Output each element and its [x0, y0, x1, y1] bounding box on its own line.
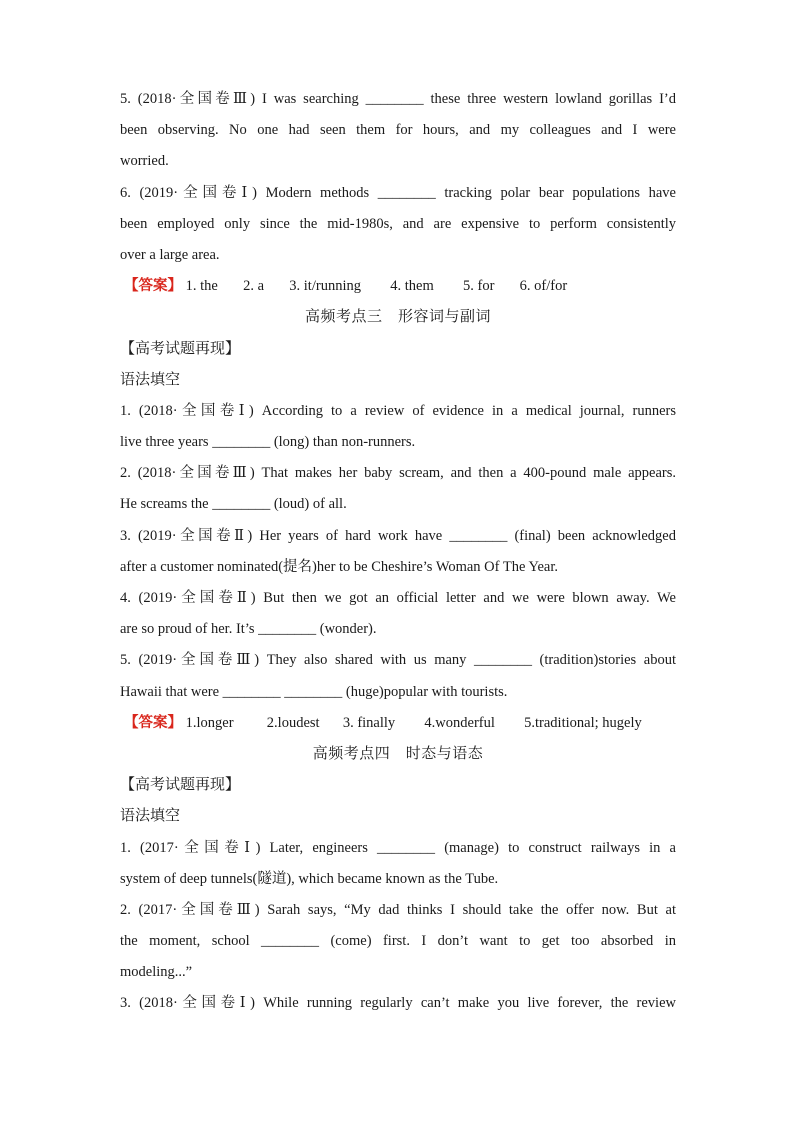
answer-item: 2.loudest: [266, 714, 320, 731]
task-label: 语法填空: [120, 808, 181, 825]
answer-item: 1.longer: [185, 714, 234, 731]
question-line: 5. (2018·全国卷Ⅲ) I was searching ________ these three western lowland gorillas I’d: [120, 91, 676, 107]
answer-item: 6. of/for: [519, 278, 568, 295]
question-line: He screams the ________ (loud) of all.: [120, 496, 347, 513]
question-line: 2. (2017·全国卷Ⅲ) Sarah says, “My dad thinks I should take the offer now. But at: [120, 901, 676, 918]
section-subhead: 【高考试题再现】: [120, 340, 241, 357]
answer-item: 3. finally: [342, 714, 396, 731]
question-line: the moment, school ________ (come) first. I don’t want to get too absorbed in: [120, 933, 676, 950]
section-title: 高频考点三 形容词与副词: [304, 309, 491, 326]
question-line: worried.: [120, 153, 169, 170]
section-title: 高频考点四 时态与语态: [312, 745, 484, 762]
answer-line: [120, 708, 676, 739]
question-line: 2. (2018·全国卷Ⅲ) That makes her baby scream, and then a 400-pound male appears.: [120, 465, 676, 482]
answer-tag: 【答案】: [124, 278, 182, 295]
question-line: after a customer nominated(提名)her to be Cheshire’s Woman Of The Year.: [120, 558, 559, 575]
answer-item: 1. the: [185, 278, 218, 295]
question-line: been observing. No one had seen them for hours, and my colleagues and I were: [120, 122, 676, 139]
answer-item: 4. them: [390, 278, 434, 295]
question-line: system of deep tunnels(隧道), which became known as the Tube.: [120, 870, 499, 887]
question-line: 6. (2019·全国卷Ⅰ) Modern methods ________ tracking polar bear populations have: [120, 184, 676, 201]
question-line: 3. (2018·全国卷Ⅰ) While running regularly can’t make you live forever, the review: [120, 995, 676, 1012]
question-line: 3. (2019·全国卷Ⅱ) Her years of hard work have ________ (final) been acknowledged: [120, 527, 676, 544]
task-label: 语法填空: [120, 371, 181, 388]
question-line: over a large area.: [120, 246, 220, 263]
question-line: 4. (2019·全国卷Ⅱ) But then we got an official letter and we were blown away. We: [120, 590, 676, 606]
document-page: [120, 84, 676, 1020]
answer-item: 2. a: [243, 278, 265, 295]
answer-item: 4.wonderful: [424, 714, 495, 731]
answer-item: 5. for: [462, 278, 495, 295]
question-line: Hawaii that were ________ ________ (huge)popular with tourists.: [120, 683, 508, 700]
answer-item: 5.traditional; hugely: [524, 714, 642, 731]
answer-tag: 【答案】: [124, 714, 182, 731]
question-line: 1. (2018·全国卷Ⅰ) According to a review of evidence in a medical journal, runners: [120, 402, 676, 419]
question-line: modeling...”: [120, 964, 193, 981]
section-subhead: 【高考试题再现】: [120, 777, 241, 794]
question-line: are so proud of her. It’s ________ (wonder).: [120, 621, 377, 638]
question-line: been employed only since the mid-1980s, and are expensive to perform consistently: [120, 215, 676, 232]
question-line: 5. (2019·全国卷Ⅲ) They also shared with us many ________ (tradition)stories about: [120, 652, 676, 669]
answer-line: [120, 271, 676, 302]
answer-item: 3. it/running: [289, 278, 361, 295]
question-line: live three years ________ (long) than non-runners.: [120, 434, 416, 451]
question-line: 1. (2017·全国卷Ⅰ) Later, engineers ________ (manage) to construct railways in a: [120, 839, 676, 856]
